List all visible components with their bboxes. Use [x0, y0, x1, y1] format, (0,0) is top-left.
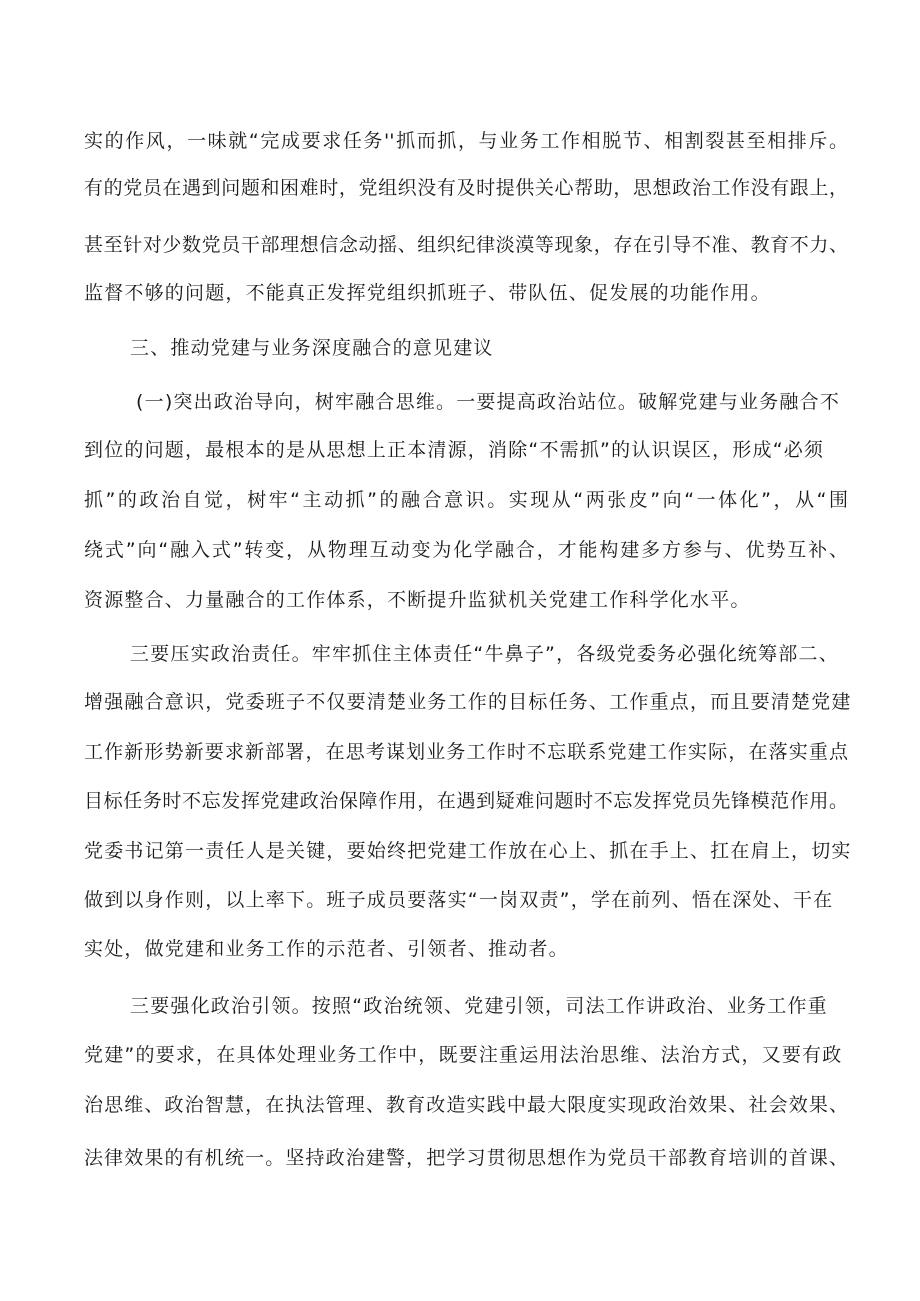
text-line-17: 实处，做党建和业务工作的示范者、引领者、推动者。 — [84, 938, 569, 960]
text-line-13: 工作新形势新要求新部署，在思考谋划业务工作时不忘联系党建工作实际，在落实重点 — [84, 741, 848, 763]
text-line-19: 党建”的要求，在具体处理业务工作中，既要注重运用法治思维、法治方式，又要有政 — [84, 1044, 843, 1066]
text-line-12: 增强融合意识，党委班子不仅要清楚业务工作的目标任务、工作重点，而且要清楚党建 — [84, 691, 852, 713]
text-line-16: 做到以身作则，以上率下。班子成员要落实“一岗双责”，学在前列、悟在深处、干在 — [84, 889, 834, 911]
text-line-7: 到位的问题，最根本的是从思想上正本清源，消除“不需抓”的认识误区，形成“必须 — [84, 439, 825, 461]
text-line-3: 甚至针对少数党员干部理想信念动摇、组织纪律淡漠等现象，存在引导不准、教育不力、 — [84, 234, 848, 256]
text-line-18: 三要强化政治引领。按照“政治统领、党建引领，司法工作讲政治、业务工作重 — [130, 995, 828, 1017]
text-line-2: 有的党员在遇到问题和困难时，党组织没有及时提供关心帮助，思想政治工作没有跟上， — [84, 177, 848, 199]
text-line-1: 实的作风，一味就“完成要求任务''抓而抓，与业务工作相脱节、相割裂甚至相排斥。 — [84, 130, 848, 152]
text-line-8: 抓”的政治自觉，树牢“主动抓”的融合意识。实现从“两张皮”向“一体化”，从“围 — [84, 489, 848, 511]
text-line-21: 法律效果的有机统一。坚持政治建警，把学习贯彻思想作为党员干部教育培训的首课、 — [84, 1147, 848, 1169]
text-line-9: 绕式”向“融入式”转变，从物理互动变为化学融合，才能构建多方参与、优势互补、 — [84, 539, 848, 561]
text-line-15: 党委书记第一责任人是关键，要始终把党建工作放在心上、抓在手上、扛在肩上，切实 — [84, 840, 852, 862]
text-line-20: 治思维、政治智慧，在执法管理、教育改造实践中最大限度实现政治效果、社会效果、 — [84, 1094, 848, 1116]
text-line-10: 资源整合、力量融合的工作体系，不断提升监狱机关党建工作科学化水平。 — [84, 589, 751, 611]
text-line-11: 三要压实政治责任。牢牢抓住主体责任“牛鼻子”，各级党委务必强化统筹部二、 — [130, 643, 839, 665]
text-line-14: 目标任务时不忘发挥党建政治保障作用，在遇到疑难问题时不忘发挥党员先锋模范作用。 — [84, 790, 848, 812]
text-line-4: 监督不够的问题，不能真正发挥党组织抓班子、带队伍、促发展的功能作用。 — [84, 282, 771, 304]
text-line-6: (一)突出政治导向，树牢融合思维。一要提高政治站位。破解党建与业务融合不 — [136, 391, 841, 413]
section-heading: 三、推动党建与业务深度融合的意见建议 — [130, 337, 494, 359]
